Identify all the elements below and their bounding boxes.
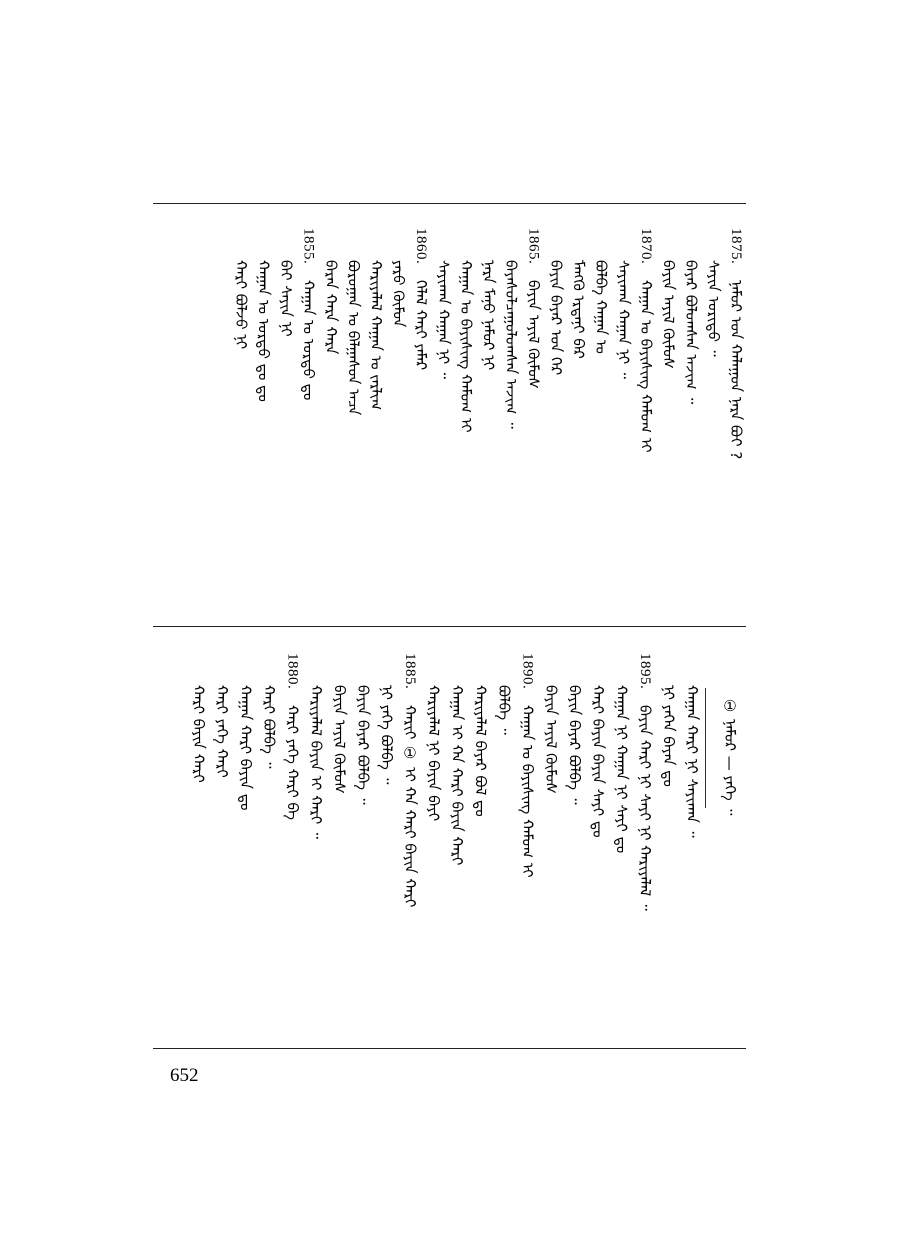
line-number: 1885. bbox=[402, 653, 418, 690]
verse-line: ᠪᠠᠷᠠᠨ ᠬᠠᠷᠠ ᠬᠠᠷᠠ bbox=[322, 260, 340, 355]
verse-line: ᠪᠠᠶᠢᠨ ᠪᠠᠶᠠᠷ ᠪᠣᠯᠪᠠ ᠃ bbox=[354, 685, 372, 805]
verse-line: ᠬᠠᠭᠠᠨ ᠤ ᠣᠷᠳᠤ ᠳᠤ ᠳᠤ bbox=[254, 260, 273, 402]
verse-line: ᠪᠣᠯᠪᠠ ᠃ bbox=[495, 685, 513, 735]
verse-line: ᠪᠠᠶᠢᠨ ᠬᠠᠷᠢ ᠨᠢ ᠰᠠᠶᠢ ᠨᠢ ᠬᠠᠷᠢᠶᠠᠯᠠᠯ ᠃ bbox=[636, 705, 654, 911]
verse-line: ᠪᠠᠶᠢᠨ ᠠᠶᠢᠯ ᠬᠦᠮᠦᠰ bbox=[330, 685, 349, 794]
verse-line: ᠬᠠᠭᠠᠨ ᠨᠢ ᠬᠠᠭᠠᠨ ᠨᠢ ᠰᠠᠶᠢ ᠳᠤ bbox=[612, 685, 631, 854]
verse-line: ᠰᠠᠶᠢᠨ ᠤᠷᠢᠳᠤ ᠃ bbox=[704, 260, 723, 357]
line-number: 1875. bbox=[728, 228, 744, 265]
verse-line: ᠪᠠᠶᠠᠰᠤᠯᠴᠠᠭᠤᠯᠤᠭᠰᠠᠨ ᠠᠵᠢᠭ ᠃ bbox=[502, 260, 520, 429]
footnote-marker: ① bbox=[721, 697, 739, 716]
verse-line: ᠪᠠᠶᠠᠷ ᠪᠤᠯᠤᠭᠰᠠᠨ ᠠᠵᠢᠭ ᠃ bbox=[682, 260, 700, 405]
line-number: 1890. bbox=[519, 653, 536, 690]
verse-line: ᠨᠠᠮᠤᠷ ᠤᠨ ᠬᠠᠯᠠᠭᠤᠨ ᠨᠠᠷᠠ ᠪᠤᠢ ? bbox=[727, 280, 745, 460]
footnote-text: ᠨᠠᠮᠤᠷ — ᠶᠡᠬᠡ ᠃ bbox=[721, 719, 739, 816]
verse-line: ᠬᠠᠷᠢᠶ ① ᠢ ᠬᠠ ᠬᠠᠷᠢ ᠪᠠᠶᠢᠨ ᠬᠠᠷᠢ bbox=[401, 705, 419, 908]
bottom-rule bbox=[153, 1048, 746, 1049]
line-number: 1895. bbox=[637, 653, 653, 690]
verse-line: ᠬᠠᠷᠢᠶᠠᠯᠠᠯ ᠨᠢ ᠪᠠᠶᠢᠨ ᠪᠠᠶᠢ bbox=[424, 685, 443, 822]
verse-line: ᠬᠠᠷᠢ ᠶᠡᠬᠡ ᠬᠠᠷᠢ ᠪᠠ bbox=[283, 705, 302, 821]
middle-rule bbox=[153, 626, 746, 627]
line-number: 1870. bbox=[638, 228, 654, 265]
verse-line: ᠬᠠᠭᠠᠨ ᠬᠠᠷᠢ ᠨᠢ ᠰᠠᠶᠢᠬᠠᠨ ᠃ bbox=[683, 685, 701, 838]
verse-line: ᠬᠠᠷᠢ ᠪᠣᠯᠵᠤ ᠨᠢ bbox=[232, 260, 250, 350]
line-number: 1860. bbox=[413, 228, 429, 265]
verse-line: ᠬᠠᠷᠢ ᠪᠣᠯᠪᠠ ᠃ bbox=[260, 685, 278, 769]
verse-line: ᠬᠠᠷᠢ ᠶᠡᠬᠡ ᠬᠠᠷᠢ bbox=[213, 685, 231, 778]
verse-line: ᠨᠠᠷᠠ ᠮᠠᠨᠤ ᠨᠠᠮᠤᠷ ᠨᠢ bbox=[479, 260, 498, 371]
footnote-separator bbox=[705, 688, 706, 808]
verse-line: ᠪᠠᠶᠢᠨ ᠠᠶᠢᠯ ᠬᠦᠮᠦᠰ bbox=[524, 280, 543, 389]
verse-line: ᠬᠠᠷᠢ ᠪᠠᠶᠢᠨ ᠪᠠᠶᠢᠨ ᠰᠠᠶᠢ ᠳᠤ bbox=[589, 685, 607, 838]
verse-line: ᠪᠠᠶᠢᠨ ᠠᠶᠢᠯ ᠬᠦᠮᠦᠰ bbox=[542, 685, 560, 794]
verse-line: ᠪᠣᠯᠪᠠ ᠬᠠᠭᠠᠨ ᠤ bbox=[592, 260, 610, 354]
verse-line: ᠬᠠᠷᠢᠶᠠᠯᠠᠯ ᠬᠠᠭᠠᠨ ᠤ ᠵᠠᠷᠯᠢᠭ bbox=[367, 260, 385, 411]
page-number: 652 bbox=[170, 1065, 199, 1086]
verse-line: ᠬᠠᠷᠢᠶᠠᠯᠠᠯ ᠪᠠᠶᠠᠷ ᠪᠣᠯ ᠳᠤ bbox=[471, 685, 490, 817]
verse-line: ᠬᠠᠭᠠᠨ ᠤ ᠣᠷᠳᠤ ᠳᠤ bbox=[299, 280, 318, 401]
line-number: 1880. bbox=[284, 653, 301, 690]
verse-line: ᠪᠣᠷᠣᠭᠠᠨ ᠤ ᠪᠠᠯᠭᠠᠰᠤᠨ ᠠᠴᠠ bbox=[344, 260, 363, 416]
line-number: 1865. bbox=[525, 228, 542, 265]
verse-line: ᠪᠠᠢ ᠰᠠᠶᠢᠨ ᠨᠢ bbox=[277, 260, 295, 337]
verse-line: ᠬᠠᠷᠢ ᠪᠠᠶᠢᠨ ᠬᠠᠷᠢ bbox=[189, 685, 208, 783]
verse-line: ᠨᠢ ᠶᠡᠬᠡ ᠪᠣᠯᠪᠠ ᠃ bbox=[377, 685, 396, 785]
top-rule bbox=[153, 203, 746, 204]
verse-line: ᠪᠠᠶᠢᠨ ᠪᠠᠶᠠᠷ ᠪᠣᠯᠪᠠ ᠃ bbox=[565, 685, 584, 805]
verse-line: ᠪᠠᠶᠢᠨ ᠪᠠᠶᠠᠷ ᠤᠨ ᠭᠡᠷ bbox=[547, 260, 565, 376]
verse-line: ᠰᠠᠶᠢᠬᠠᠨ ᠬᠠᠭᠠᠨ ᠨᠢ ᠃ bbox=[614, 260, 633, 379]
verse-line: ᠮᠡᠩᠭᠦ ᠡᠷᠳᠡᠨᠢ ᠪᠠᠷ bbox=[569, 260, 588, 359]
verse-line: ᠬᠠᠭᠠᠨ ᠤ ᠪᠠᠶᠢᠰᠢᠩ ᠬᠠᠮᠤᠭ ᠢ bbox=[637, 280, 655, 453]
verse-line: ᠬᠠᠭᠠᠨ ᠤ ᠪᠠᠶᠢᠰᠢᠩ ᠬᠠᠮᠤᠭ ᠢ bbox=[518, 705, 537, 878]
verse-line: ᠬᠡᠯᠡᠯ ᠬᠠᠷᠢ ᠶᠠᠮᠠᠷ bbox=[412, 280, 430, 371]
line-number: 1855. bbox=[300, 228, 317, 265]
verse-line: ᠨᠢ ᠶᠡᠬᠡᠨ ᠪᠠᠶᠠᠨ ᠳᠤ bbox=[659, 685, 678, 787]
verse-line: ᠬᠠᠭᠠᠨ ᠬᠠᠷᠢ ᠪᠠᠶᠢᠨ ᠳᠤ bbox=[236, 685, 255, 811]
verse-line: ᠬᠠᠷᠢᠶᠠᠯᠠᠯ ᠪᠠᠶᠢᠨ ᠢ ᠬᠠᠷᠢ ᠃ bbox=[307, 685, 325, 839]
verse-line: ᠬᠠᠭᠠᠨ ᠤ ᠪᠠᠶᠢᠰᠢᠩ ᠬᠠᠮᠤᠭ ᠢ bbox=[457, 260, 475, 433]
verse-line: ᠶᠡᠷᠦ ᠬᠦᠮᠦᠨ bbox=[389, 260, 408, 328]
verse-line: ᠰᠠᠶᠢᠬᠠᠨ ᠬᠠᠭᠠᠨ ᠨᠢ ᠃ bbox=[434, 260, 453, 379]
verse-line: ᠪᠠᠶᠢᠨ ᠠᠶᠢᠯ ᠬᠦᠮᠦᠰ bbox=[659, 260, 678, 369]
verse-line: ᠬᠠᠭᠠᠨ ᠢ ᠬᠠ ᠬᠠᠷᠢ ᠪᠠᠶᠢᠨ ᠬᠠᠷᠢ bbox=[448, 685, 466, 866]
